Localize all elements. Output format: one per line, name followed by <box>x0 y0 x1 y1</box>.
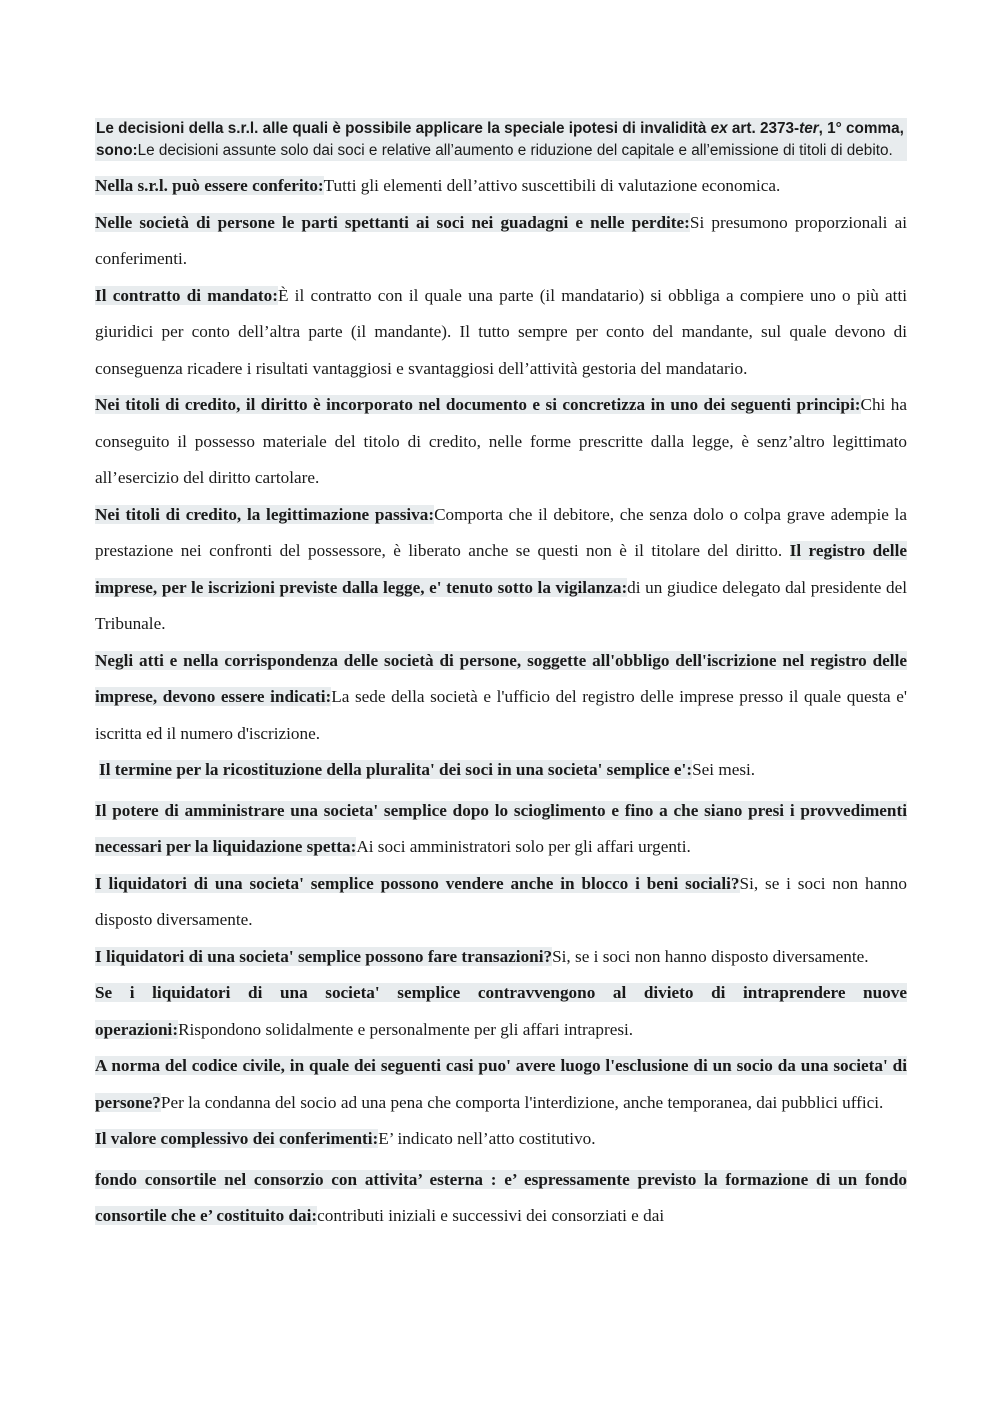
question-text: I liquidatori di una societa' semplice possono fare transazioni? <box>95 946 553 966</box>
qa-item-3 <box>95 205 907 278</box>
answer-text: Le decisioni assunte solo dai soci e relative all’aumento e riduzione del capitale e all’emissione di titoli di debito. <box>137 141 893 159</box>
qa-item-6 <box>95 497 907 643</box>
qa-item-9 <box>95 793 907 866</box>
qa-item-1 <box>95 118 907 161</box>
question-text: Il termine per la ricostituzione della pluralita' dei soci in una societa' semplice e': <box>99 760 693 779</box>
qa-item-15 <box>95 1162 907 1235</box>
qa-item-7 <box>95 643 907 753</box>
answer-text: Ai soci amministratori solo per gli affari urgenti. <box>356 837 691 856</box>
answer-text: Rispondono solidalmente e personalmente per gli affari intrapresi. <box>178 1019 634 1039</box>
question-text: Il potere di amministrare una societa' semplice dopo lo scioglimento e fino a che siano presi i provvedimenti necessari per la liquidazione spetta: <box>95 800 907 856</box>
question-text: Negli atti e nella corrispondenza delle società di persone, soggette all'obbligo dell'iscrizione nel registro delle imprese, devono essere indicati: <box>95 650 907 706</box>
answer-text: Sei mesi. <box>692 760 756 779</box>
question-text: Nelle società di persone le parti spettanti ai soci nei guadagni e nelle perdite: <box>95 212 690 232</box>
answer-text: Comporta che il debitore, che senza dolo o colpa grave adempie la prestazione nei confronti del possessore, è liberato anche se questi non è il titolare del diritto. <box>95 504 907 560</box>
question-text: Se i liquidatori di una societa' semplice contravvengono al divieto di intraprendere nuove operazioni: <box>95 983 907 1039</box>
qa-item-10 <box>95 866 907 939</box>
answer-text: E’ indicato nell’atto costitutivo. <box>378 1129 596 1148</box>
answer-text: Chi ha conseguito il possesso materiale del titolo di credito, nelle forme prescritte dalla legge, è senz’altro legittimato all’esercizio del diritto cartolare. <box>95 395 907 487</box>
question-text: Nella s.r.l. può essere conferito: <box>95 176 324 195</box>
answer-text: Per la condanna del socio ad una pena che comporta l'interdizione, anche temporanea, dai pubblici uffici. <box>160 1092 884 1112</box>
qa-item-2 <box>95 168 907 205</box>
answer-text: Si, se i soci non hanno disposto diversamente. <box>552 946 869 966</box>
question-text: A norma del codice civile, in quale dei seguenti casi puo' avere luogo l'esclusione di un socio da una societa' di persone? <box>95 1056 907 1112</box>
qa-item-4 <box>95 278 907 388</box>
question-text: Nei titoli di credito, il diritto è incorporato nel documento e si concretizza in uno dei seguenti principi: <box>95 395 861 414</box>
qa-item-12 <box>95 975 907 1048</box>
answer-text: La sede della società e l'ufficio del registro delle imprese presso il quale questa e' iscritta ed il numero d'iscrizione. <box>95 687 908 743</box>
question-text: Il valore complessivo dei conferimenti: <box>95 1129 379 1148</box>
answer-text-2: di un giudice delegato dal presidente del Tribunale. <box>95 577 907 633</box>
question-text-2: Il registro delle imprese, per le iscrizioni previste dalla legge, e' tenuto sotto la vigilanza: <box>95 541 907 597</box>
qa-item-14 <box>95 1121 907 1158</box>
question-text: fondo consortile nel consorzio con attivita’ esterna : e’ espressamente previsto la formazione di un fondo consortile che e’ costituito dai: <box>95 1169 907 1225</box>
question-text: Il contratto di mandato: <box>95 285 278 305</box>
document-body <box>95 118 907 1235</box>
question-text: Nei titoli di credito, la legittimazione passiva: <box>95 504 435 524</box>
qa-item-13 <box>95 1048 907 1121</box>
answer-text: Tutti gli elementi dell’attivo suscettibili di valutazione economica. <box>323 176 781 195</box>
answer-text: contributi iniziali e successivi dei consorziati e dai <box>317 1206 665 1225</box>
qa-item-11 <box>95 939 907 976</box>
answer-text: Si, se i soci non hanno disposto diversamente. <box>95 873 907 929</box>
answer-text: È il contratto con il quale una parte (il mandatario) si obbliga a compiere uno o più atti giuridici per conto dell’altra parte (il mandante). Il tutto sempre per conto del mandante, sul quale devono di conseguenza ricadere i risultati vantaggiosi e svantaggiosi dell’attività gestoria del mandatario. <box>95 285 907 378</box>
question-text: Le decisioni della s.r.l. alle quali è possibile applicare la speciale ipotesi di invalidità ex art. 2373-ter, 1° comma, sono: <box>96 120 904 159</box>
qa-item-8 <box>95 752 907 789</box>
answer-text: Si presumono proporzionali ai conferimenti. <box>95 212 907 268</box>
qa-item-5 <box>95 387 907 497</box>
question-text: I liquidatori di una societa' semplice possono vendere anche in blocco i beni sociali? <box>95 873 740 893</box>
